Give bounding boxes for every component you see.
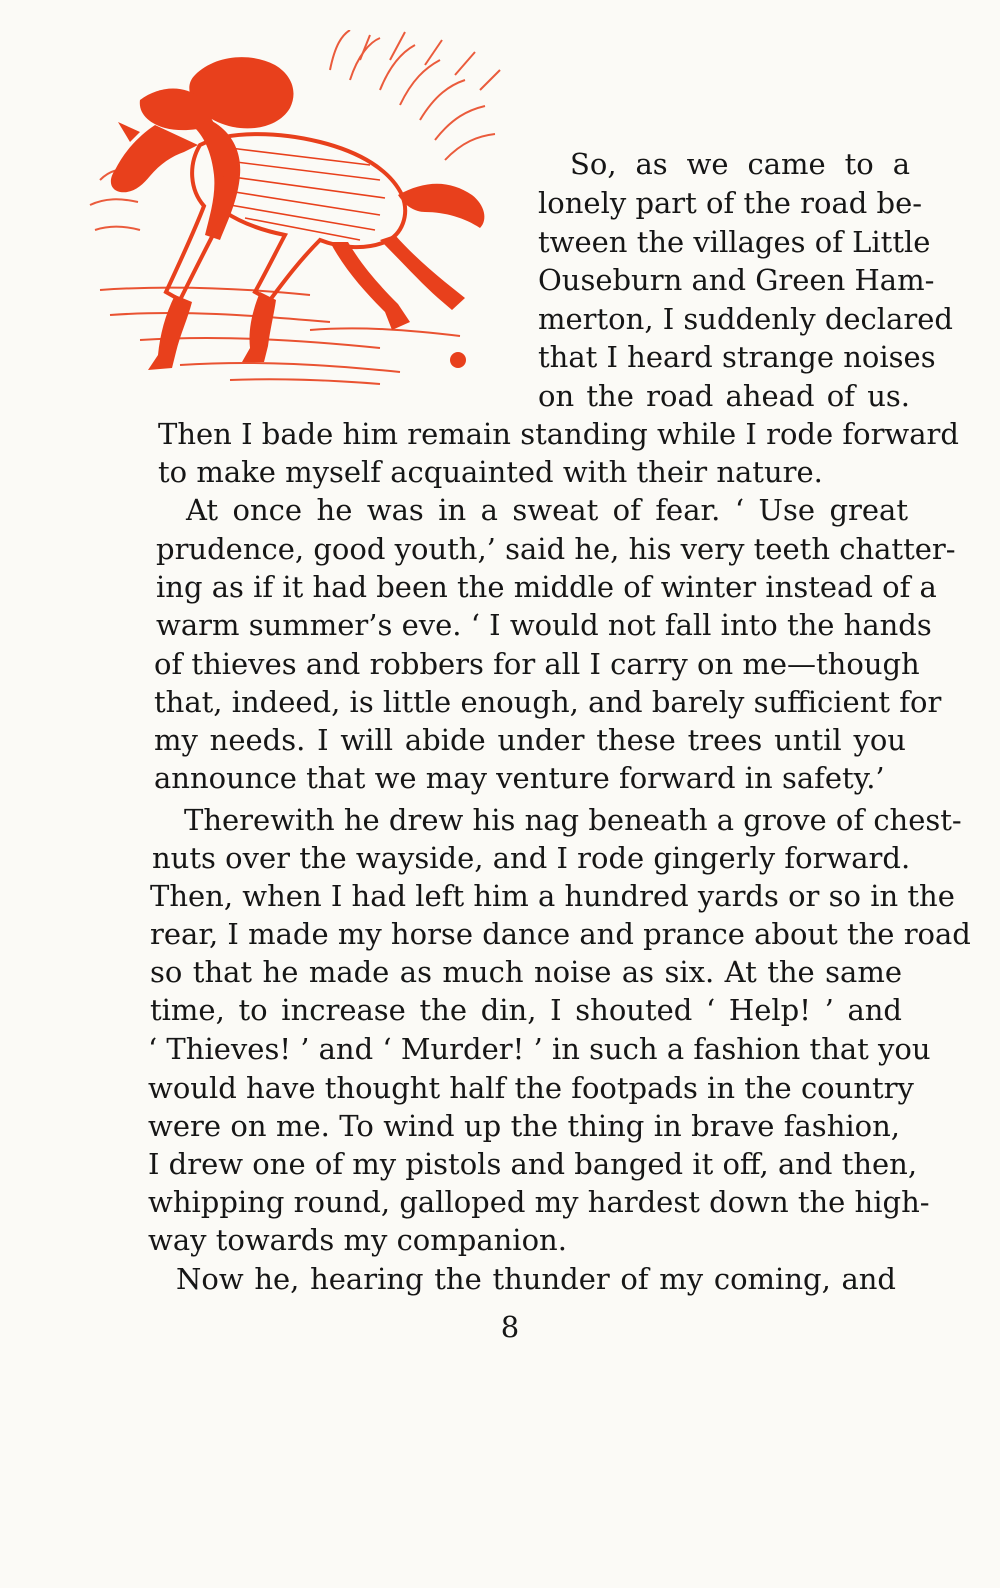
- text-line: tween the villages of Little: [538, 225, 931, 259]
- text-line: my needs. I will abide under these trees until you: [154, 723, 906, 757]
- text-line: Then I bade him remain standing while I rode forward: [158, 417, 959, 451]
- text-line: warm summer’s eve. ‘ I would not fall into the hands: [156, 608, 932, 642]
- text-line: ‘ Thieves! ’ and ‘ Murder! ’ in such a fashion that you: [148, 1032, 931, 1066]
- text-line: nuts over the wayside, and I rode gingerly forward.: [152, 841, 911, 875]
- text-line: merton, I suddenly declared: [538, 302, 953, 336]
- text-line: way towards my companion.: [148, 1223, 567, 1257]
- text-line: announce that we may venture forward in safety.’: [154, 761, 885, 795]
- text-line: time, to increase the din, I shouted ‘ Help! ’ and: [150, 993, 902, 1027]
- text-line: were on me. To wind up the thing in brave fashion,: [148, 1109, 900, 1143]
- text-line: prudence, good youth,’ said he, his very teeth chatter-: [156, 532, 956, 566]
- text-line: ing as if it had been the middle of winter instead of a: [156, 570, 937, 604]
- text-line: rear, I made my horse dance and prance about the road: [150, 917, 971, 951]
- text-line: that, indeed, is little enough, and barely sufficient for: [154, 685, 942, 719]
- text-line: Then, when I had left him a hundred yards or so in the: [150, 879, 955, 913]
- page-number: 8: [500, 1310, 520, 1344]
- text-line: So, as we came to a: [570, 147, 910, 181]
- text-line: At once he was in a sweat of fear. ‘ Use great: [186, 493, 908, 527]
- text-line: I drew one of my pistols and banged it off, and then,: [148, 1147, 918, 1181]
- text-line: on the road ahead of us.: [538, 379, 910, 413]
- text-line: whipping round, galloped my hardest down the high-: [148, 1185, 930, 1219]
- horse-and-rider-illustration: [80, 30, 530, 390]
- text-line: so that he made as much noise as six. At the same: [150, 955, 902, 989]
- text-line: Now he, hearing the thunder of my coming, and: [176, 1262, 896, 1296]
- text-line: that I heard strange noises: [538, 340, 936, 374]
- text-line: of thieves and robbers for all I carry on me—though: [154, 647, 920, 681]
- text-line: would have thought half the footpads in the country: [148, 1071, 914, 1105]
- text-line: lonely part of the road be-: [538, 186, 923, 220]
- text-line: Ouseburn and Green Ham-: [538, 263, 935, 297]
- text-line: to make myself acquainted with their nature.: [158, 455, 823, 489]
- text-line: Therewith he drew his nag beneath a grove of chest-: [184, 803, 962, 837]
